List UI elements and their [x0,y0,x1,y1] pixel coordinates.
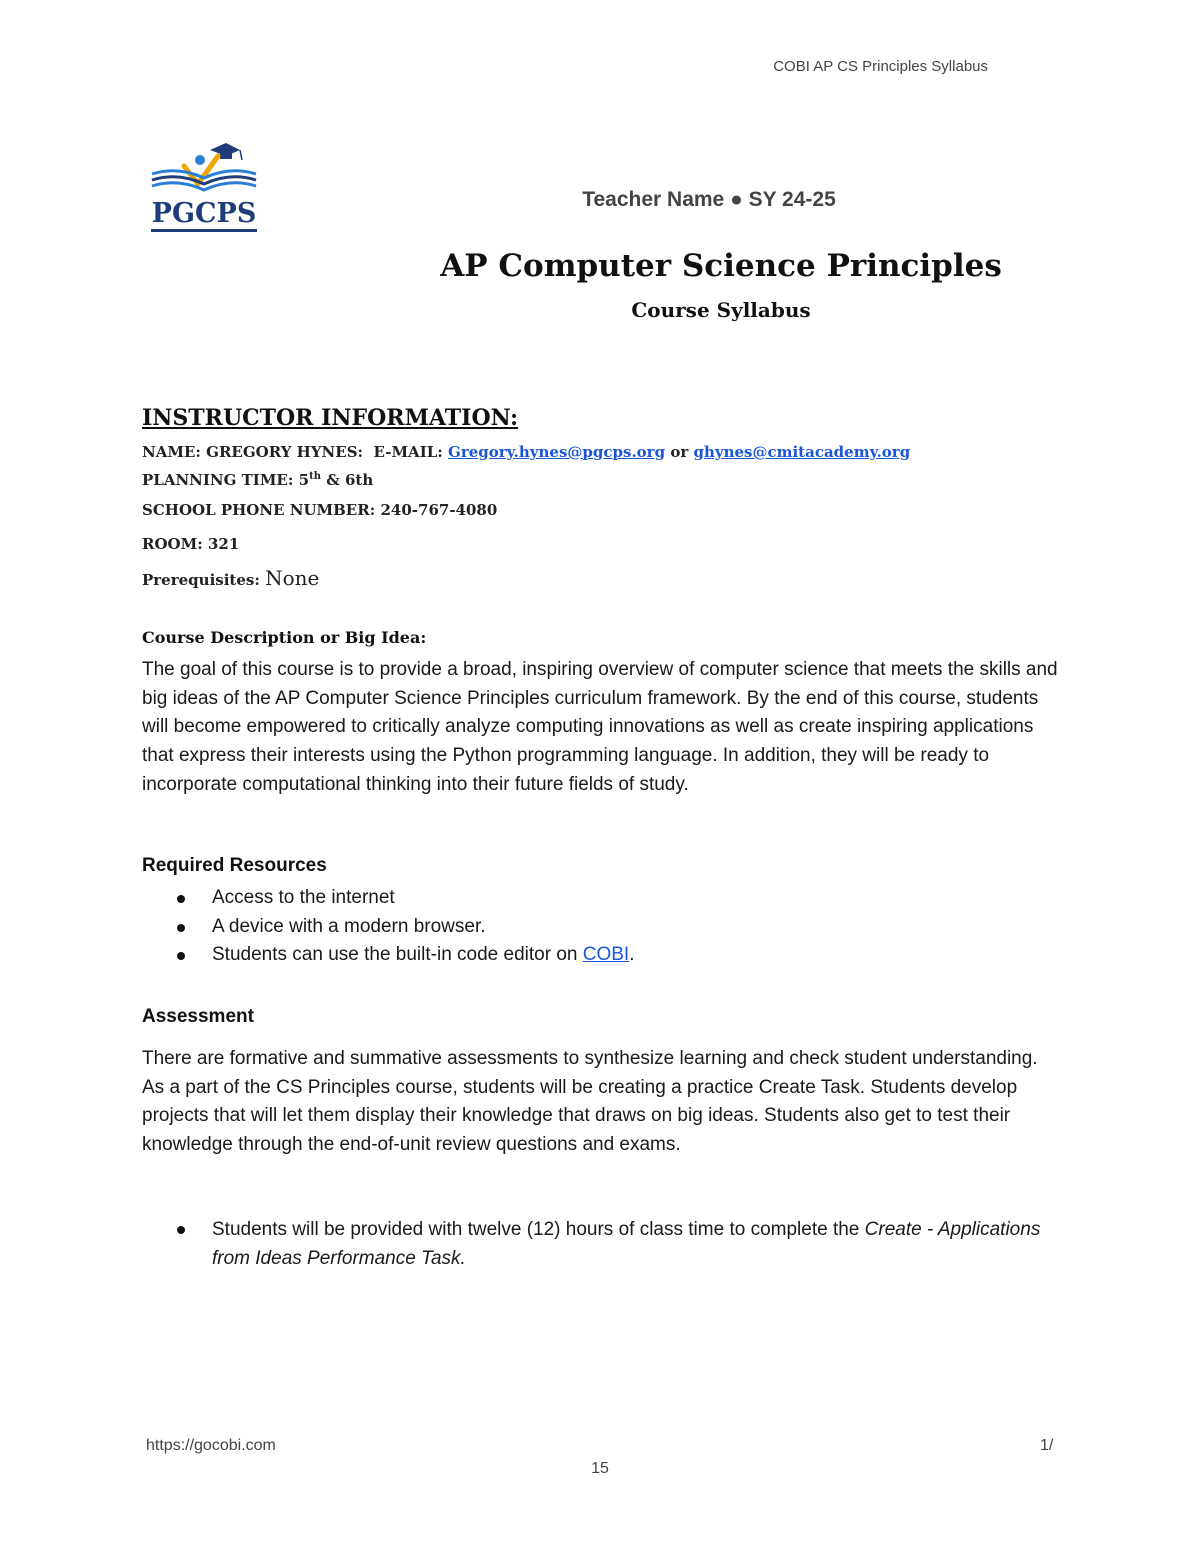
required-resources-list [142,884,634,970]
assessment-list [142,1215,1062,1273]
course-subtitle: Course Syllabus [631,298,811,322]
email-label: E-MAIL: [373,443,443,461]
planning-value-superscript: th [309,471,321,482]
assessment-bullet-italic: Create - Applications from Ideas Performance Task. [212,1219,1041,1269]
assessment-bullet-text: Students will be provided with twelve (12) hours of class time to complete the [212,1219,860,1240]
planning-label: PLANNING TIME: [142,471,294,489]
list-item [142,913,634,942]
cobi-link[interactable]: COBI [582,944,630,965]
resource-item-text: A device with a modern browser. [212,915,486,937]
planning-value-second: & 6th [326,471,374,489]
phone-value: 240-767-4080 [380,501,498,519]
footer-page-total: 15 [591,1460,609,1477]
bullet-icon [177,924,185,932]
instructor-heading: INSTRUCTOR INFORMATION: [142,405,519,431]
bullet-icon [177,1226,185,1234]
room-value: 321 [207,535,240,553]
resource-item-text: Access to the internet [212,887,395,908]
list-item [142,884,634,913]
logo-text: PGCPS [151,198,257,229]
resource-item-text: Students can use the built-in code editor on [212,944,578,965]
email-link-secondary[interactable]: ghynes@cmitacademy.org [693,443,911,461]
assessment-body: There are formative and summative assessments to synthesize learning and check student understanding. As a part of the CS Principles course, students will be creating a practice Create Task. Students develop projects that will let them display their knowledge that draws on big ideas. Students also get to test their knowledge through the end-of-unit review questions and exams. [142,1048,1038,1156]
instructor-name: NAME: GREGORY HYNES: [142,443,364,461]
running-header: COBI AP CS Principles Syllabus [773,58,988,75]
bullet-icon [177,895,185,903]
instructor-name-email-line [142,443,910,461]
email-link-primary[interactable]: Gregory.hynes@pgcps.org [448,443,666,461]
assessment-heading: Assessment [142,1006,254,1027]
footer-url[interactable]: https://gocobi.com [146,1437,276,1454]
list-item [142,1215,1062,1273]
phone-label: SCHOOL PHONE NUMBER: [142,501,376,519]
required-resources-heading: Required Resources [142,855,327,876]
teacher-year-line: Teacher Name ● SY 24-25 [582,188,836,211]
cobi-link-suffix: . [629,944,635,965]
room-line [142,535,239,553]
course-title: AP Computer Science Principles [440,248,1002,284]
course-description-body: The goal of this course is to provide a broad, inspiring overview of computer science that meets the skills and big ideas of the AP Computer Science Principles curriculum framework. By the end of this course, students will become empowered to critically analyze computing innovations as well as create inspiring applications that express their interests using the Python programming language. In addition, they will be ready to incorporate computational thinking into their future fields of study. [142,659,1058,795]
footer-page-number: 1/ [1040,1437,1054,1454]
school-phone-line [142,501,497,519]
prerequisites-line [142,566,319,590]
course-description-heading: Course Description or Big Idea: [142,628,427,647]
bullet-icon [177,952,185,960]
prerequisites-label: Prerequisites: [142,571,260,589]
room-label: ROOM: [142,535,203,553]
planning-value-first: 5 [298,471,310,489]
email-or: or [670,443,689,461]
prerequisites-value: None [265,566,320,590]
planning-time-line [142,471,373,489]
list-item [142,941,634,970]
